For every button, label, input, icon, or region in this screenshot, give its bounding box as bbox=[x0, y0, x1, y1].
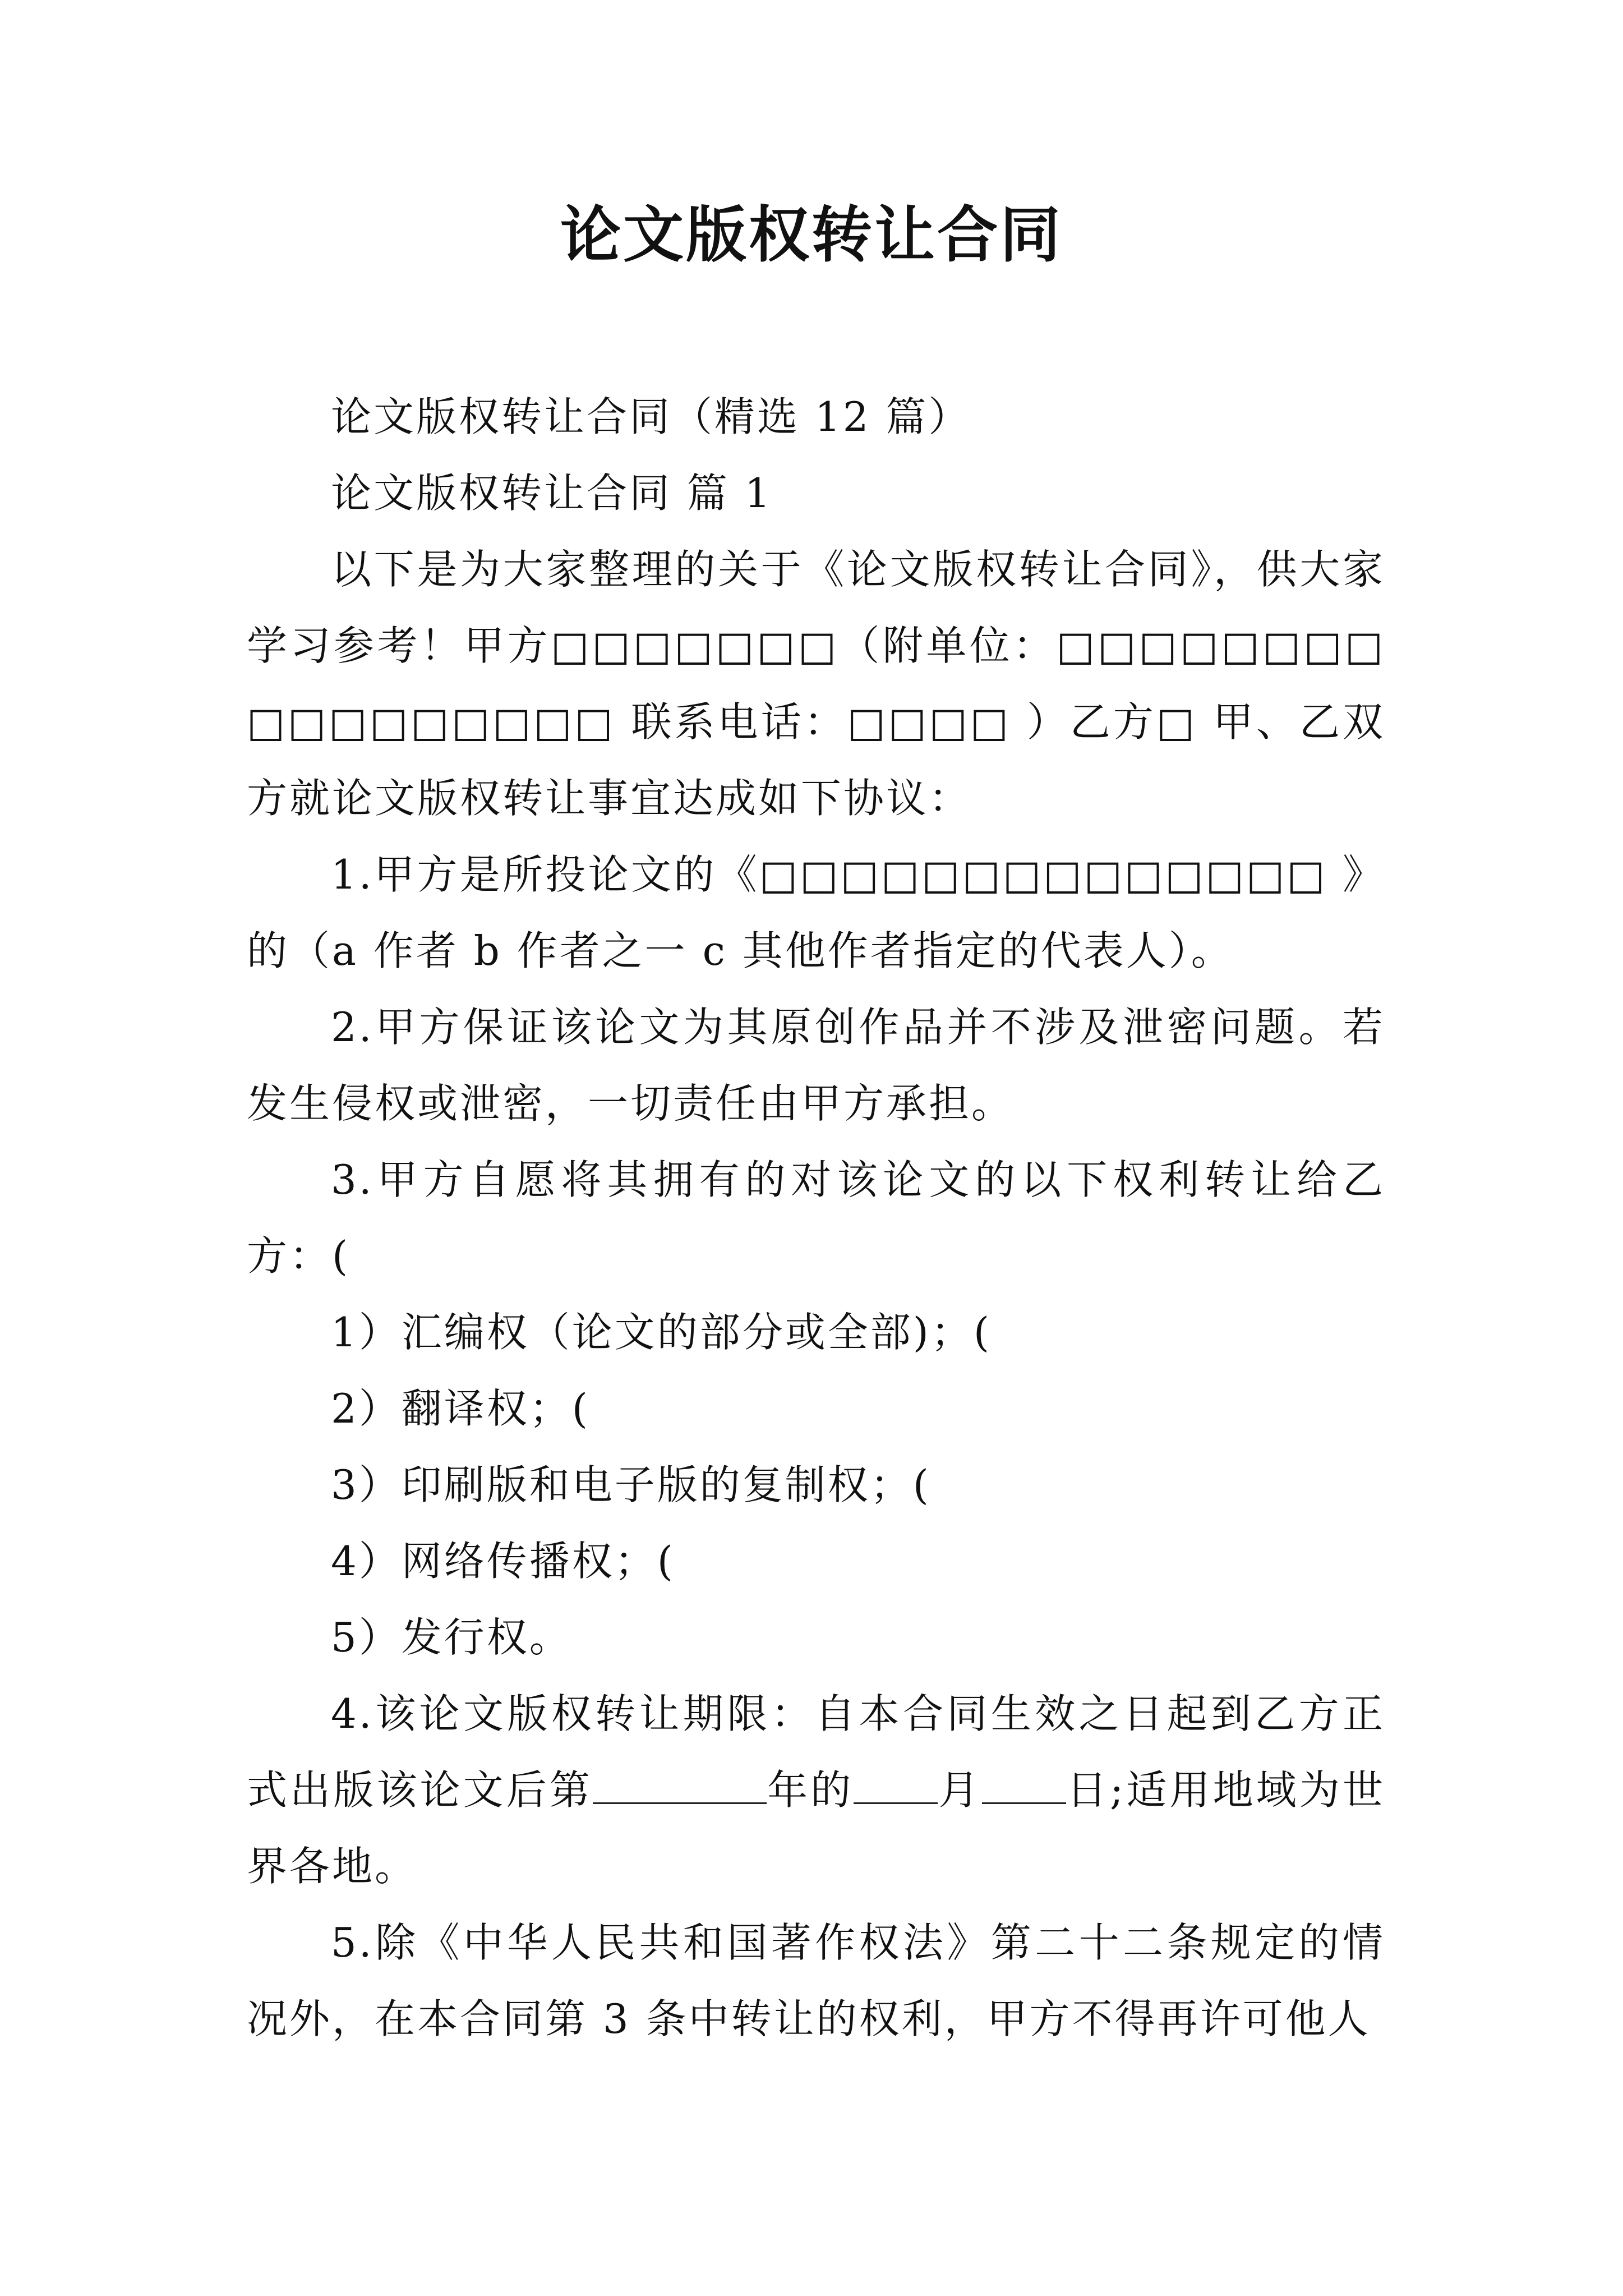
clause-3-paragraph: 3.甲方自愿将其拥有的对该论文的以下权利转让给乙方：( bbox=[247, 1156, 1385, 1280]
document-body bbox=[247, 379, 1385, 2057]
document-title: 论文版权转让合同 bbox=[560, 200, 1063, 270]
clause-1-paragraph: 1.甲方是所投论文的《□□□□□□□□□□□□□□ 》的（a 作者 b 作者之一 c 其他作者指定的代表人）。 bbox=[247, 851, 1385, 974]
clause-4-text-d: 日;适用地域为世界各地。 bbox=[247, 1766, 1385, 1890]
clause-5-paragraph: 5.除《中华人民共和国著作权法》第二十二条规定的情况外，在本合同第 3 条中转让的权利，甲方不得再许可他人 bbox=[247, 1919, 1385, 2042]
section-heading: 论文版权转让合同 篇 1 bbox=[331, 470, 773, 517]
clause-4-text-a: 4.该论文版权转让期限：自本合同生效之日起到乙方正式出版该论文后第 bbox=[247, 1690, 1385, 1814]
right-item: 5）发行权。 bbox=[331, 1614, 572, 1661]
right-item: 2）翻译权；( bbox=[331, 1385, 590, 1432]
month-blank-line bbox=[854, 1763, 938, 1804]
clause-4-text-c: 月 bbox=[938, 1766, 982, 1814]
right-item: 1）汇编权（论文的部分或全部)；( bbox=[331, 1309, 992, 1356]
clause-4-paragraph bbox=[247, 1676, 1385, 1904]
day-blank-line bbox=[982, 1763, 1066, 1804]
right-item: 4）网络传播权；( bbox=[331, 1538, 675, 1585]
clause-2-paragraph: 2.甲方保证该论文为其原创作品并不涉及泄密问题。若发生侵权或泄密，一切责任由甲方承担。 bbox=[247, 1004, 1385, 1127]
intro-paragraph: 以下是为大家整理的关于《论文版权转让合同》，供大家学习参考！甲方□□□□□□□（附单位：□□□□□□□□□□□□□□□□□ 联系电话：□□□□ ）乙方□ 甲、乙双方就论文版权转让事宜达成如下协议： bbox=[247, 546, 1385, 822]
subtitle-paragraph: 论文版权转让合同（精选 12 篇） bbox=[331, 393, 971, 440]
right-item: 3）印刷版和电子版的复制权；( bbox=[331, 1461, 931, 1508]
year-blank-line bbox=[593, 1763, 767, 1804]
clause-4-text-b: 年的 bbox=[767, 1766, 854, 1814]
